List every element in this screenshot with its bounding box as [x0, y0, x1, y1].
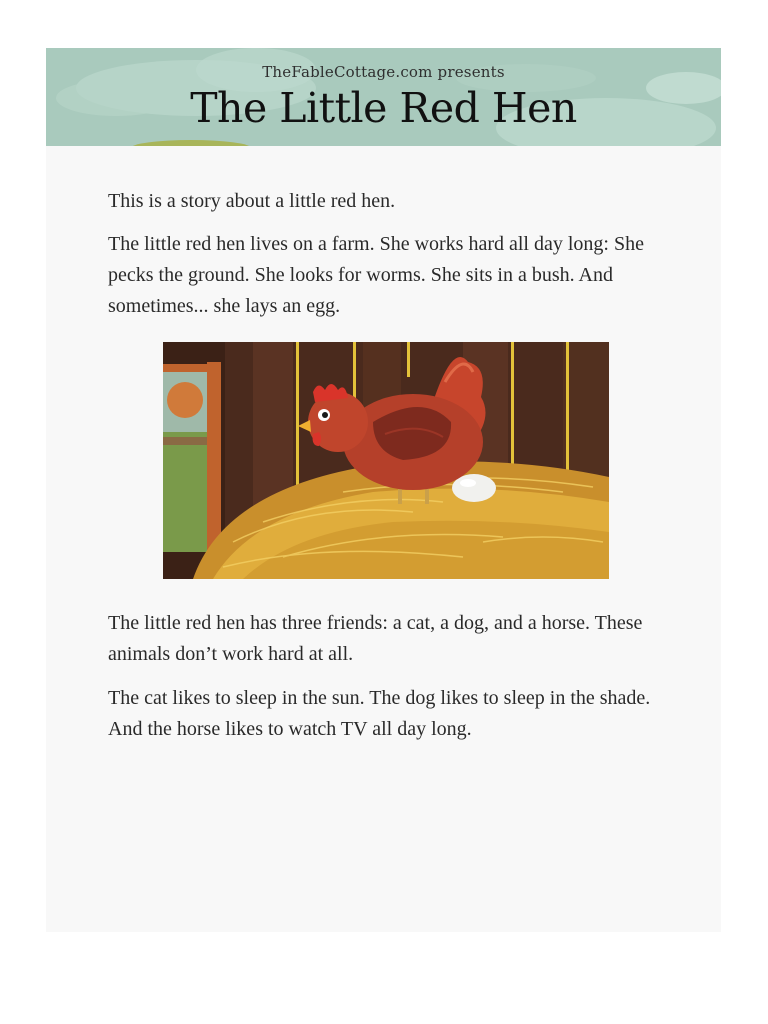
hen-on-nest-illustration [163, 342, 609, 579]
story-paragraph-3: The little red hen has three friends: a cat, a dog, and a horse. These animals don’t work hard at all. [108, 612, 643, 665]
story-page [46, 48, 721, 932]
story-paragraph-2: The little red hen lives on a farm. She works hard all day long: She pecks the ground. She looks for worms. She sits in a bush. And sometimes... she lays an egg. [108, 233, 644, 317]
site-presents-line: TheFableCottage.com presents [262, 63, 505, 81]
story-title: The Little Red Hen [190, 84, 577, 132]
story-paragraph-1: This is a story about a little red hen. [108, 190, 396, 212]
story-paragraph-4: The cat likes to sleep in the sun. The dog likes to sleep in the shade. And the horse likes to watch TV all day long. [108, 687, 651, 740]
header-banner [46, 48, 721, 146]
